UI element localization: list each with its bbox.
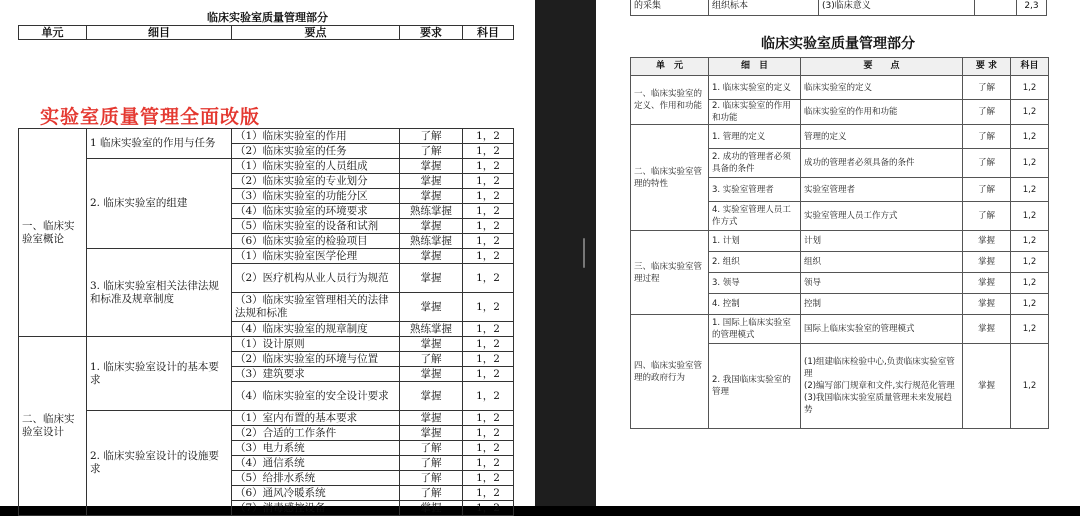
point-cell: （1）临床实验室的人员组成: [232, 159, 400, 174]
table-row: [631, 315, 1049, 344]
requirement-cell: 了解: [963, 125, 1011, 149]
r-col-subject-header: 科目: [1011, 58, 1049, 76]
requirement-cell: 了解: [400, 441, 463, 456]
point-cell: 组织: [801, 252, 963, 273]
requirement-cell: 掌握: [400, 367, 463, 382]
requirement-cell: 了解: [400, 352, 463, 367]
subject-cell: 1,2: [1011, 344, 1049, 429]
left-document-header-pane: [0, 0, 535, 88]
subject-cell: 1,2: [1011, 178, 1049, 202]
previous-table-tail: [630, 0, 1047, 16]
requirement-cell: 掌握: [400, 411, 463, 426]
subitem-cell: 1. 管理的定义: [709, 125, 801, 149]
requirement-cell: 掌握: [400, 293, 463, 322]
point-cell: （4）临床实验室的规章制度: [232, 322, 400, 337]
subject-cell: 1,2: [1011, 149, 1049, 178]
requirement-cell: 熟练掌握: [400, 234, 463, 249]
point-cell: 国际上临床实验室的管理模式: [801, 315, 963, 344]
left-document-main-pane: [0, 88, 535, 514]
subject-cell: 1,2: [1011, 294, 1049, 315]
point-cell: 实验室管理人员工作方式: [801, 202, 963, 231]
requirement-cell: 了解: [963, 149, 1011, 178]
subitem-cell: 2. 我国临床实验室的管理: [709, 344, 801, 429]
requirement-cell: 掌握: [963, 294, 1011, 315]
subject-cell: 1，2: [463, 293, 514, 322]
unit-cell: 一、临床实验室的定义、作用和功能: [631, 76, 709, 125]
point-cell: （1）临床实验室医学伦理: [232, 249, 400, 264]
subject-cell: 1,2: [1011, 273, 1049, 294]
requirement-cell: 掌握: [400, 189, 463, 204]
subitem-cell: 2. 组织: [709, 252, 801, 273]
left-header-title: 临床实验室质量管理部分: [207, 11, 328, 24]
point-cell: 临床实验室的定义: [801, 76, 963, 100]
point-cell: （4）通信系统: [232, 456, 400, 471]
subject-cell: 1,2: [1011, 202, 1049, 231]
unit-cell: 二、临床实验室管理的特性: [631, 125, 709, 231]
quality-management-table: [630, 57, 1049, 429]
subject-cell: 1，2: [463, 234, 514, 249]
subject-cell: 1，2: [463, 189, 514, 204]
subject-cell: 1，2: [463, 486, 514, 501]
subitem-cell: 1. 国际上临床实验室的管理模式: [709, 315, 801, 344]
table-row: [19, 129, 514, 144]
point-cell: （3）电力系统: [232, 441, 400, 456]
point-cell: （2）临床实验室的环境与位置: [232, 352, 400, 367]
requirement-cell: 掌握: [963, 344, 1011, 429]
point-cell: （4）临床实验室的环境要求: [232, 204, 400, 219]
requirement-cell: 了解: [400, 456, 463, 471]
drag-handle[interactable]: [583, 238, 585, 268]
point-cell: （3）临床实验室管理相关的法律法规和标准: [232, 293, 400, 322]
subject-cell: 1，2: [463, 322, 514, 337]
prev-subject-cell: 2,3: [1017, 0, 1047, 16]
subject-cell: 1，2: [463, 337, 514, 352]
point-cell: （3）临床实验室的功能分区: [232, 189, 400, 204]
point-cell: （7）消毒感控设备: [232, 501, 400, 516]
left-header-table: [18, 25, 514, 40]
subject-cell: 1,2: [1011, 125, 1049, 149]
subject-cell: 1，2: [463, 144, 514, 159]
point-cell: （1）室内布置的基本要求: [232, 411, 400, 426]
point-cell: 计划: [801, 231, 963, 252]
point-cell: （1）设计原则: [232, 337, 400, 352]
subitem-cell: 2. 临床实验室的作用和功能: [709, 100, 801, 125]
subject-cell: 1，2: [463, 264, 514, 293]
point-cell: 管理的定义: [801, 125, 963, 149]
right-document-pane: [596, 0, 1080, 506]
point-cell: （2）医疗机构从业人员行为规范: [232, 264, 400, 293]
subject-cell: 1，2: [463, 426, 514, 441]
requirement-cell: 熟练掌握: [400, 204, 463, 219]
subject-cell: 1,2: [1011, 100, 1049, 125]
syllabus-table: [18, 128, 514, 516]
unit-cell: 四、临床实验室管理的政府行为: [631, 315, 709, 429]
subitem-cell: 4. 实验室管理人员工作方式: [709, 202, 801, 231]
requirement-cell: 了解: [963, 202, 1011, 231]
subitem-cell: 2. 成功的管理者必须具备的条件: [709, 149, 801, 178]
subject-cell: 1，2: [463, 411, 514, 426]
requirement-cell: 熟练掌握: [400, 322, 463, 337]
prev-point-cell: (3)临床意义: [819, 0, 975, 16]
r-col-req-header: 要 求: [963, 58, 1011, 76]
point-cell: （6）通风冷暖系统: [232, 486, 400, 501]
requirement-cell: 掌握: [400, 501, 463, 516]
point-cell: （3）建筑要求: [232, 367, 400, 382]
prev-sub-cell: 组织标本: [709, 0, 819, 16]
requirement-cell: 了解: [400, 129, 463, 144]
r-col-sub-header: 细 目: [709, 58, 801, 76]
col-unit-header: 单元: [19, 26, 87, 40]
subject-cell: 1，2: [463, 471, 514, 486]
point-cell: 实验室管理者: [801, 178, 963, 202]
subitem-cell: 1. 临床实验室的定义: [709, 76, 801, 100]
requirement-cell: 了解: [963, 178, 1011, 202]
revision-banner: 实验室质量管理全面改版: [40, 106, 261, 128]
point-cell: （6）临床实验室的检验项目: [232, 234, 400, 249]
unit-cell: 三、临床实验室管理过程: [631, 231, 709, 315]
point-cell: （5）临床实验室的设备和试剂: [232, 219, 400, 234]
requirement-cell: 了解: [400, 144, 463, 159]
subject-cell: 1,2: [1011, 231, 1049, 252]
subject-cell: 1,2: [1011, 315, 1049, 344]
table-row: [631, 125, 1049, 149]
subject-cell: 1，2: [463, 129, 514, 144]
subject-cell: 1，2: [463, 249, 514, 264]
unit-cell: 一、临床实验室概论: [19, 129, 87, 337]
prev-unit-cell: 的采集: [631, 0, 709, 16]
point-cell: （2）临床实验室的专业划分: [232, 174, 400, 189]
requirement-cell: 掌握: [400, 159, 463, 174]
table-row: [631, 76, 1049, 100]
subject-cell: 1，2: [463, 352, 514, 367]
point-cell: 领导: [801, 273, 963, 294]
requirement-cell: 掌握: [963, 315, 1011, 344]
subject-cell: 1，2: [463, 219, 514, 234]
requirement-cell: 掌握: [963, 252, 1011, 273]
requirement-cell: 掌握: [963, 273, 1011, 294]
point-cell: （2）合适的工作条件: [232, 426, 400, 441]
point-cell: 控制: [801, 294, 963, 315]
requirement-cell: 了解: [963, 100, 1011, 125]
requirement-cell: 了解: [400, 486, 463, 501]
requirement-cell: 了解: [963, 76, 1011, 100]
subject-cell: 1，2: [463, 441, 514, 456]
subject-cell: 1，2: [463, 501, 514, 516]
r-col-unit-header: 单 元: [631, 58, 709, 76]
subitem-cell: 3. 实验室管理者: [709, 178, 801, 202]
r-col-point-header: 要 点: [801, 58, 963, 76]
subitem-cell: 1. 计划: [709, 231, 801, 252]
point-cell: （1）临床实验室的作用: [232, 129, 400, 144]
requirement-cell: 掌握: [400, 249, 463, 264]
table-row: [631, 231, 1049, 252]
subject-cell: 1,2: [1011, 252, 1049, 273]
point-cell: (1)组建临床检验中心,负责临床实验室管理 (2)编写部门规章和文件,实行规范化管理 (3)我国临床实验室质量管理未来发展趋势: [801, 344, 963, 429]
col-sub-header: 细目: [87, 26, 232, 40]
subject-cell: 1，2: [463, 174, 514, 189]
col-point-header: 要点: [232, 26, 400, 40]
requirement-cell: 掌握: [400, 382, 463, 411]
prev-req-cell: [975, 0, 1017, 16]
col-subject-header: 科目: [463, 26, 514, 40]
subitem-cell: 1. 临床实验室设计的基本要求: [87, 337, 232, 411]
subject-cell: 1，2: [463, 456, 514, 471]
subject-cell: 1，2: [463, 367, 514, 382]
subject-cell: 1，2: [463, 159, 514, 174]
subitem-cell: 2. 临床实验室设计的设施要求: [87, 411, 232, 516]
subitem-cell: 1 临床实验室的作用与任务: [87, 129, 232, 159]
split-divider[interactable]: [535, 0, 596, 506]
subject-cell: 1，2: [463, 382, 514, 411]
table-row: [19, 249, 514, 264]
point-cell: 临床实验室的作用和功能: [801, 100, 963, 125]
unit-cell: 二、临床实验室设计: [19, 337, 87, 516]
point-cell: （2）临床实验室的任务: [232, 144, 400, 159]
requirement-cell: 掌握: [400, 174, 463, 189]
subitem-cell: 2. 临床实验室的组建: [87, 159, 232, 249]
subitem-cell: 3. 领导: [709, 273, 801, 294]
requirement-cell: 了解: [400, 471, 463, 486]
requirement-cell: 掌握: [400, 426, 463, 441]
subject-cell: 1，2: [463, 204, 514, 219]
table-row: [19, 159, 514, 174]
subitem-cell: 3. 临床实验室相关法律法规和标准及规章制度: [87, 249, 232, 337]
point-cell: （4）临床实验室的安全设计要求: [232, 382, 400, 411]
right-doc-title: 临床实验室质量管理部分: [761, 36, 915, 52]
requirement-cell: 掌握: [400, 337, 463, 352]
requirement-cell: 掌握: [400, 264, 463, 293]
point-cell: 成功的管理者必须具备的条件: [801, 149, 963, 178]
table-row: [19, 337, 514, 352]
subject-cell: 1,2: [1011, 76, 1049, 100]
table-row: [19, 411, 514, 426]
requirement-cell: 掌握: [963, 231, 1011, 252]
subitem-cell: 4. 控制: [709, 294, 801, 315]
col-req-header: 要求: [400, 26, 463, 40]
point-cell: （5）给排水系统: [232, 471, 400, 486]
requirement-cell: 掌握: [400, 219, 463, 234]
